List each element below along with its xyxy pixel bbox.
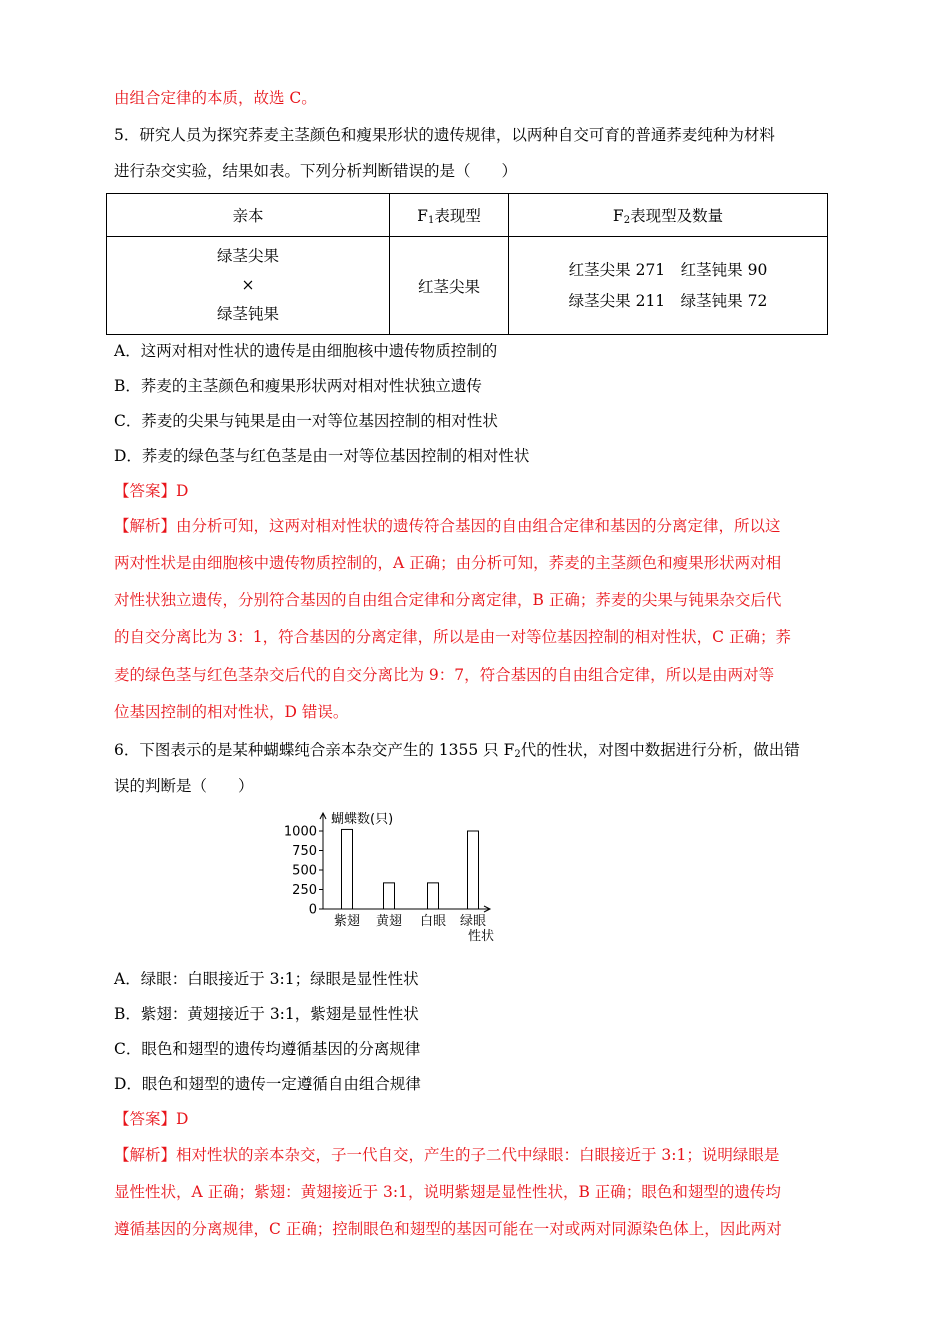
table-cell-parents — [107, 237, 390, 335]
q5-analysis-line-2: 两对性状是由细胞核中遗传物质控制的，A 正确；由分析可知，荞麦的主茎颜色和瘦果形状两对相 — [114, 554, 782, 572]
bar-2 — [384, 883, 395, 909]
x-tick-label: 紫翅 — [333, 914, 361, 929]
y-tick-label: 250 — [292, 883, 317, 898]
bar-4 — [468, 831, 479, 909]
bar-3 — [428, 883, 439, 909]
q5-stem-line-2: 进行杂交实验，结果如表。下列分析判断错误的是（ ） — [114, 162, 518, 180]
q5-option-a: A．这两对相对性状的遗传是由细胞核中遗传物质控制的 — [114, 342, 498, 360]
table-cell-f2 — [509, 237, 828, 335]
y-tick-label: 500 — [292, 863, 317, 879]
table-header-f2: $F_2$表现型及数量 — [509, 194, 828, 237]
butterfly-trait-bar-chart — [278, 805, 508, 950]
q5-option-c: C．荞麦的尖果与钝果是由一对等位基因控制的相对性状 — [114, 412, 498, 430]
table-cell-f1: 红茎尖果 — [390, 237, 509, 335]
q6-option-b: B．紫翅：黄翅接近于 3:1，紫翅是显性性状 — [114, 1005, 419, 1023]
table-header-parent: 亲本 — [107, 194, 390, 237]
q5-option-d: D．荞麦的绿色茎与红色茎是由一对等位基因控制的相对性状 — [114, 447, 530, 465]
y-tick-label: 0 — [308, 902, 317, 918]
bar-1 — [342, 829, 353, 909]
chart-bars — [342, 829, 479, 909]
q5-analysis-line-3: 对性状独立遗传，分别符合基因的自由组合定律和分离定律，B 正确；荞麦的尖果与钝果杂交后代 — [114, 591, 782, 609]
x-axis-label: 性状 — [467, 929, 495, 944]
f2-row-2: 绿茎尖果 211 绿茎钝果 72 — [568, 291, 768, 310]
q6-option-d: D．眼色和翅型的遗传一定遵循自由组合规律 — [114, 1075, 421, 1093]
q6-option-c: C．眼色和翅型的遗传均遵循基因的分离规律 — [114, 1040, 421, 1058]
q6-analysis-line-1: 【解析】相对性状的亲本杂交，子一代自交，产生的子二代中绿眼：白眼接近于 3:1；说明绿眼是 — [114, 1146, 780, 1164]
q6-stem-line-2: 误的判断是（ ） — [114, 777, 254, 795]
q6-stem-line-1: 6．下图表示的是某种蝴蝶纯合亲本杂交产生的 1355 只 $F_2$代的性状，对图中数据进行分析，做出错 — [114, 741, 800, 760]
q6-analysis-line-2: 显性性状，A 正确；紫翅：黄翅接近于 3:1，说明紫翅是显性性状，B 正确；眼色和翅型的遗传均 — [114, 1183, 781, 1201]
q5-option-b: B．荞麦的主茎颜色和瘦果形状两对相对性状独立遗传 — [114, 377, 482, 395]
parent-cross-sign: × — [241, 276, 255, 294]
chart-labels — [284, 811, 494, 944]
x-tick-label: 黄翅 — [375, 914, 403, 929]
parent-2: 绿茎钝果 — [216, 305, 279, 323]
q6-analysis-line-3: 遵循基因的分离规律，C 正确；控制眼色和翅型的基因可能在一对或两对同源染色体上，因此两对 — [114, 1220, 782, 1238]
q5-analysis-line-1: 【解析】由分析可知，这两对相对性状的遗传符合基因的自由组合定律和基因的分离定律，所以这 — [114, 517, 781, 535]
x-tick-label: 白眼 — [419, 914, 447, 929]
q6-answer: 【答案】D — [114, 1110, 189, 1128]
q5-analysis-line-5: 麦的绿色茎与红色茎杂交后代的自交分离比为 9：7，符合基因的自由组合定律，所以是由两对等 — [114, 666, 775, 684]
parent-1: 绿茎尖果 — [216, 247, 279, 265]
y-axis-label: 蝴蝶数(只) — [331, 812, 394, 827]
q5-analysis-line-4: 的自交分离比为 3：1，符合基因的分离定律，所以是由一对等位基因控制的相对性状，C 正确；荞 — [114, 628, 791, 646]
y-tick-label: 750 — [292, 844, 317, 859]
previous-answer-tail: 由组合定律的本质，故选 C。 — [114, 89, 317, 107]
x-tick-label: 绿眼 — [459, 914, 487, 929]
y-tick-label: 1000 — [283, 824, 317, 840]
q5-stem-line-1: 5．研究人员为探究荞麦主茎颜色和瘦果形状的遗传规律，以两种自交可育的普通荞麦纯种为材料 — [114, 126, 775, 144]
table-header-f1: $F_1$表现型 — [390, 194, 509, 237]
q5-analysis-line-6: 位基因控制的相对性状，D 错误。 — [114, 703, 349, 721]
q5-answer: 【答案】D — [114, 482, 189, 500]
q6-option-a: A．绿眼：白眼接近于 3:1；绿眼是显性性状 — [114, 970, 419, 988]
f2-row-1: 红茎尖果 271 红茎钝果 90 — [568, 260, 768, 279]
q5-table — [106, 193, 828, 335]
